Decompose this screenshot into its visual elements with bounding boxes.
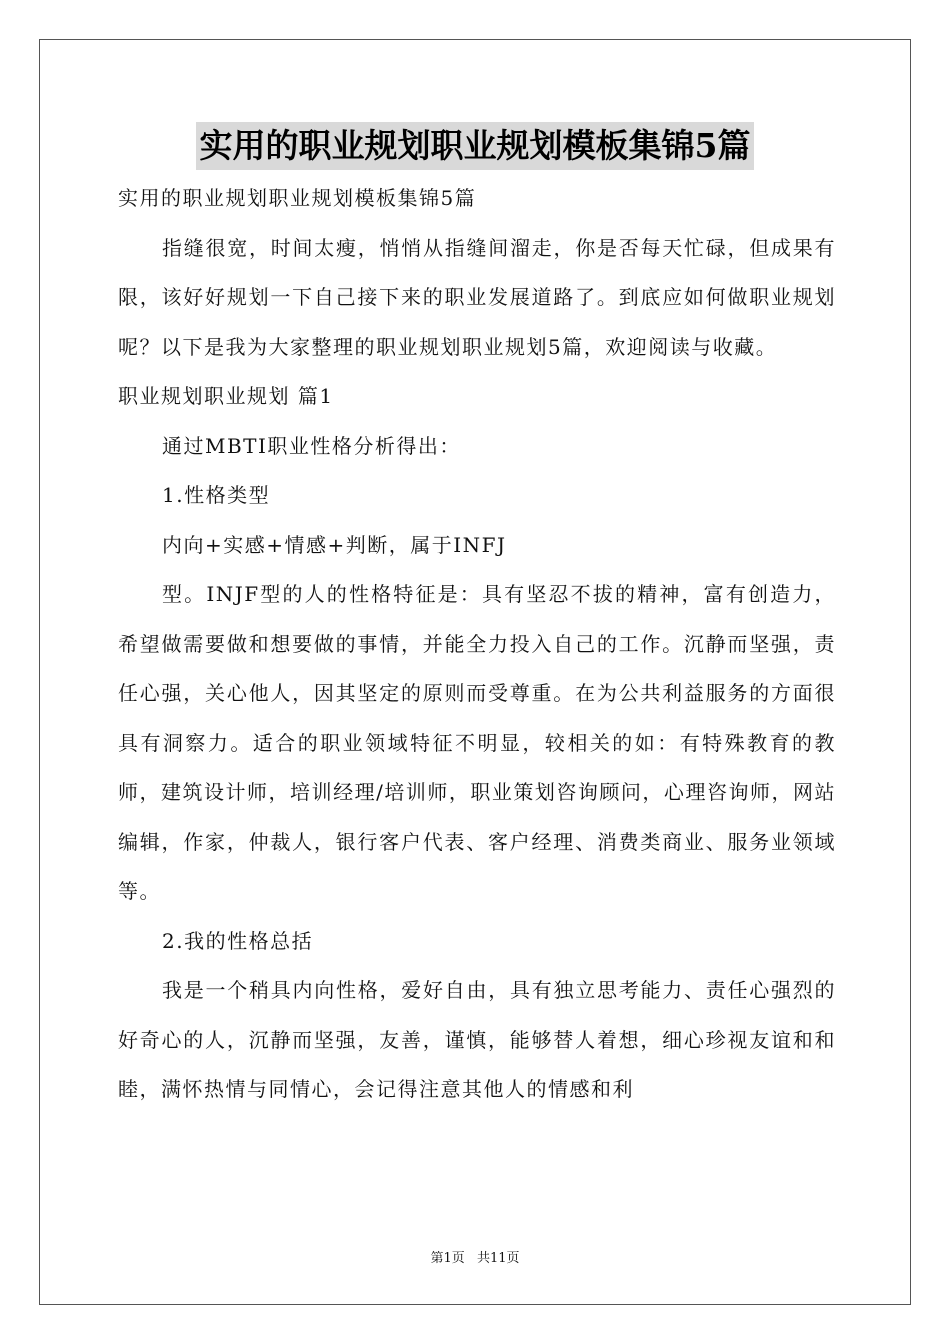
section-heading: 职业规划职业规划 篇1 [118, 384, 334, 408]
paragraph-summary: 我是一个稍具内向性格，爱好自由，具有独立思考能力、责任心强烈的好奇心的人，沉静而坚强，友善，谨慎，能够替人着想，细心珍视友谊和和睦，满怀热情与同情心，会记得注意其他人的情感和利 [118, 978, 836, 1101]
subheading-personality-summary: 2.我的性格总括 [162, 928, 314, 953]
title-container [0, 122, 950, 170]
page-total: 共11页 [476, 1251, 520, 1266]
subheading-personality-type: 1.性格类型 [162, 483, 271, 507]
document-body [118, 174, 836, 1115]
intro-paragraph: 指缝很宽，时间太瘦，悄悄从指缝间溜走，你是否每天忙碌，但成果有限，该好好规划一下自己接下来的职业发展道路了。到底应如何做职业规划呢？以下是我为大家整理的职业规划职业规划5篇，欢迎阅读与收藏。 [118, 235, 836, 359]
document-title: 实用的职业规划职业规划模板集锦5篇 [196, 122, 755, 170]
paragraph-mbti: 通过MBTI职业性格分析得出： [162, 433, 461, 458]
paragraph-infj-description: 型。INJF型的人的性格特征是：具有坚忍不拔的精神，富有创造力，希望做需要做和想要做的事情，并能全力投入自己的工作。沉静而坚强，责任心强，关心他人，因其坚定的原则而受尊重。在为公共利益服务的方面很具有洞察力。适合的职业领域特征不明显，较相关的如：有特殊教育的教师，建筑设计师，培训经理/培训师，职业策划咨询顾问，心理咨询师，网站编辑，作家，仲裁人，银行客户代表、客户经理、消费类商业、服务业领域等。 [118, 582, 836, 903]
page-footer [0, 1247, 950, 1266]
subtitle-line: 实用的职业规划职业规划模板集锦5篇 [118, 186, 477, 210]
paragraph-type-result: 内向+实感+情感+判断，属于INFJ [162, 532, 507, 557]
page-number: 第1页 [430, 1251, 465, 1266]
